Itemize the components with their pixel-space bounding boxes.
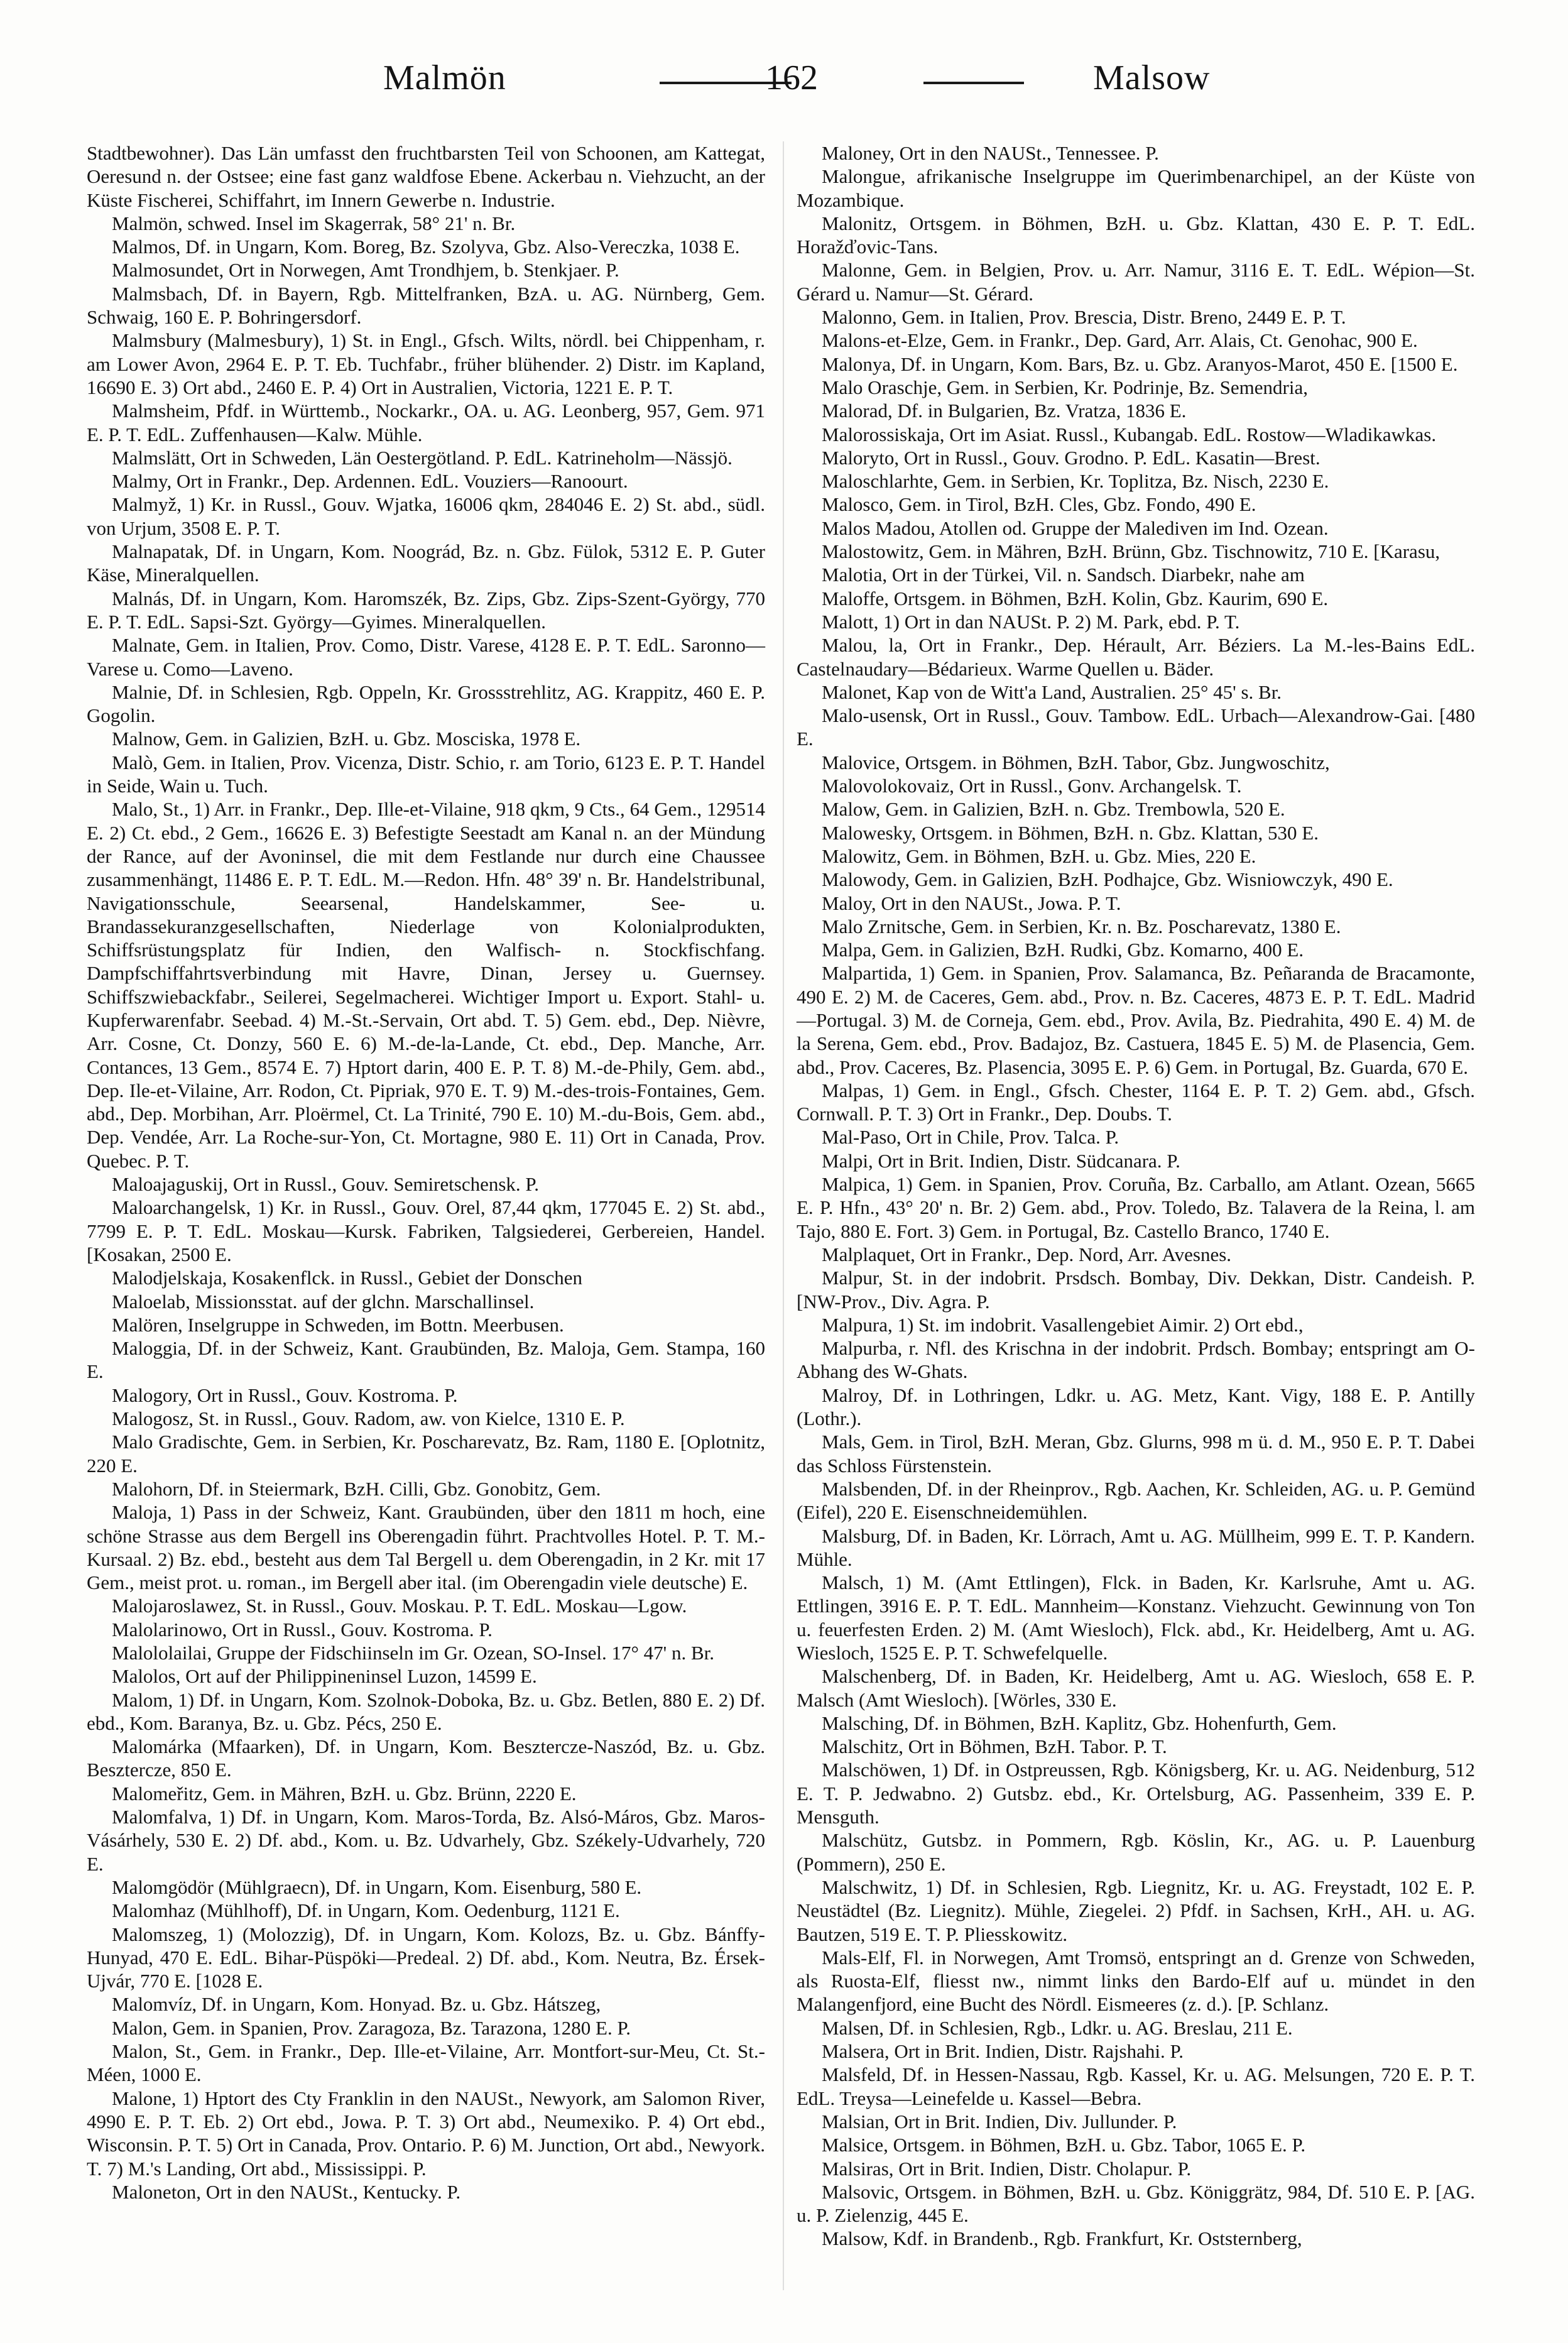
dictionary-entry: Maloggia, Df. in der Schweiz, Kant. Graubünden, Bz. Maloja, Gem. Stampa, 160 E. xyxy=(87,1337,765,1383)
dictionary-entry: Malsian, Ort in Brit. Indien, Div. Jullunder. P. xyxy=(822,2110,1177,2133)
dictionary-entry: Malos Madou, Atollen od. Gruppe der Malediven im Ind. Ozean. xyxy=(822,516,1329,539)
dictionary-entry: Malpas, 1) Gem. in Engl., Gfsch. Chester, 1164 E. P. T. 2) Gem. abd., Gfsch. Cornwall. P. T. 3) Ort in Frankr., Dep. Doubs. T. xyxy=(797,1079,1475,1125)
dictionary-entry: Malodjelskaja, Kosakenflck. in Russl., Gebiet der Donschen xyxy=(112,1267,582,1289)
dictionary-entry: Malsching, Df. in Böhmen, BzH. Kaplitz, Gbz. Hohenfurth, Gem. xyxy=(822,1712,1337,1734)
dictionary-entry: Malnow, Gem. in Galizien, BzH. u. Gbz. Mosciska, 1978 E. xyxy=(112,728,581,750)
dictionary-entry: Malnie, Df. in Schlesien, Rgb. Oppeln, Kr. Grossstrehlitz, AG. Krappitz, 460 E. P. Gogolin. xyxy=(87,680,765,727)
dictionary-entry: Malo Zrnitsche, Gem. in Serbien, Kr. n. Bz. Poscharevatz, 1380 E. xyxy=(822,915,1341,937)
dictionary-entry: Malpurba, r. Nfl. des Krischna in der indobrit. Prdsch. Bombay; entspringt am O-Abhang des W-Ghats. xyxy=(797,1337,1475,1383)
dictionary-entry: Malogory, Ort in Russl., Gouv. Kostroma. P. xyxy=(112,1384,458,1406)
dictionary-entry: Malon, St., Gem. in Frankr., Dep. Ille-et-Vilaine, Arr. Montfort-sur-Meu, Ct. St.-Méen, 1000 E. xyxy=(87,2040,765,2086)
dictionary-entry: Maloy, Ort in den NAUSt., Jowa. P. T. xyxy=(822,892,1121,914)
dictionary-entry: Malpur, St. in der indobrit. Prsdsch. Bombay, Div. Dekkan, Distr. Candeish. P. [NW-Prov., Div. Agra. P. xyxy=(797,1267,1475,1313)
dictionary-entry: Malovolokovaiz, Ort in Russl., Gonv. Archangelsk. T. xyxy=(822,775,1242,797)
dictionary-entry: Malören, Inselgruppe in Schweden, im Bottn. Meerbusen. xyxy=(112,1313,564,1336)
dictionary-entry: Malonne, Gem. in Belgien, Prov. u. Arr. Namur, 3116 E. T. EdL. Wépion—St. Gérard u. Namur—St. Gérard. xyxy=(797,259,1475,305)
dictionary-entry: Malomhaz (Mühlhoff), Df. in Ungarn, Kom. Oedenburg, 1121 E. xyxy=(112,1899,620,1922)
dictionary-entry: Malsovic, Ortsgem. in Böhmen, BzH. u. Gbz. Königgrätz, 984, Df. 510 E. P. [AG. u. P. Zielenzig, 445 E. xyxy=(797,2180,1475,2227)
dictionary-entry: Maloschlarhte, Gem. in Serbien, Kr. Toplitza, Bz. Nisch, 2230 E. xyxy=(822,470,1329,493)
dictionary-entry: Maloryto, Ort in Russl., Gouv. Grodno. P. EdL. Kasatin—Brest. xyxy=(822,446,1320,469)
dictionary-entry: Malo Gradischte, Gem. in Serbien, Kr. Poscharevatz, Bz. Ram, 1180 E. [Oplotnitz, 220 E. xyxy=(87,1431,765,1477)
dictionary-entry: Malschütz, Gutsbz. in Pommern, Rgb. Köslin, Kr., AG. u. P. Lauenburg (Pommern), 250 E. xyxy=(797,1829,1475,1875)
dictionary-entry: Mals, Gem. in Tirol, BzH. Meran, Gbz. Glurns, 998 m ü. d. M., 950 E. P. T. Dabei das Schloss Fürstenstein. xyxy=(797,1431,1475,1477)
dictionary-entry: Maloja, 1) Pass in der Schweiz, Kant. Graubünden, über den 1811 m hoch, eine schöne Strasse aus dem Bergell ins Oberengadin führt. Prachtvolles Hotel. P. T. M.-Kursaal. 2) Bz. ebd., besteht aus dem Tal Bergell u. dem Oberengadin, in 2 Kr. mit 17 Gem., meist prot. u. roman., im Bergell aber ital. (im Oberengadin viele deutsche) E. xyxy=(87,1501,765,1594)
dictionary-entry: Malow, Gem. in Galizien, BzH. n. Gbz. Trembowla, 520 E. xyxy=(822,798,1285,821)
dictionary-entry: Malomárka (Mfaarken), Df. in Ungarn, Kom. Besztercze-Naszód, Bz. u. Gbz. Besztercze, 850 E. xyxy=(87,1735,765,1781)
dictionary-entry: Malomvíz, Df. in Ungarn, Kom. Honyad. Bz. u. Gbz. Hátszeg, xyxy=(112,1993,601,2016)
dictionary-entry: Malmosundet, Ort in Norwegen, Amt Trondhjem, b. Stenkjaer. P. xyxy=(112,259,619,281)
dictionary-entry: Maloarchangelsk, 1) Kr. in Russl., Gouv. Orel, 87,44 qkm, 177045 E. 2) St. abd., 7799 E. P. T. EdL. Moskau—Kursk. Fabriken, Talgsiederei, Gerbereien, Handel. [Kosakan, 2500 E. xyxy=(87,1196,765,1265)
dictionary-entry: Malnate, Gem. in Italien, Prov. Como, Distr. Varese, 4128 E. P. T. EdL. Saronno—Varese u. Como—Laveno. xyxy=(87,634,765,680)
dictionary-entry: Malone, 1) Hptort des Cty Franklin in den NAUSt., Newyork, am Salomon River, 4990 E. P. T. Eb. 2) Ort ebd., Jowa. P. T. 3) Ort abd., Neumexiko. P. 4) Ort ebd., Wisconsin. P. T. 5) Ort in Canada, Prov. Ontario. P. 6) M. Junction, Ort abd., Newyork. T. 7) M.'s Landing, Ort abd., Mississippi. P. xyxy=(87,2087,765,2180)
dictionary-entry: Malsen, Df. in Schlesien, Rgb., Ldkr. u. AG. Breslau, 211 E. xyxy=(822,2016,1293,2039)
dictionary-entry: Malomeřitz, Gem. in Mähren, BzH. u. Gbz. Brünn, 2220 E. xyxy=(112,1782,577,1805)
dictionary-entry: Maloajaguskij, Ort in Russl., Gouv. Semiretschensk. P. xyxy=(112,1173,539,1196)
dictionary-entry: Malomszeg, 1) (Molozzig), Df. in Ungarn, Kom. Kolozs, Bz. u. Gbz. Bánffy-Hunyad, 470 E. EdL. Bihar-Püspöki—Predeal. 2) Df. abd., Kom. Neutra, Bz. Érsek-Ujvár, 770 E. [1028 E. xyxy=(87,1923,765,1992)
dictionary-entry: Malomfalva, 1) Df. in Ungarn, Kom. Maros-Torda, Bz. Alsó-Máros, Gbz. Maros-Vásárhely, 530 E. 2) Df. abd., Kom. u. Bz. Udvarhely, Gbz. Székely-Udvarhely, 720 E. xyxy=(87,1806,765,1875)
dictionary-entry: Malowesky, Ortsgem. in Böhmen, BzH. n. Gbz. Klattan, 530 E. xyxy=(822,821,1319,844)
dictionary-entry: Malonno, Gem. in Italien, Prov. Brescia, Distr. Breno, 2449 E. P. T. xyxy=(822,306,1346,329)
dictionary-entry: Malpica, 1) Gem. in Spanien, Prov. Coruña, Bz. Carballo, am Atlant. Ozean, 5665 E. P. Hfn., 43° 20' n. Br. 2) Gem. abd., Prov. Toledo, Bz. Talavera de la Reina, l. am Tajo, 880 E. Fort. 3) Gem. in Portugal, Bz. Castello Branco, 1740 E. xyxy=(797,1173,1475,1242)
page-number: 162 xyxy=(765,58,818,97)
dictionary-entry: Malorossiskaja, Ort im Asiat. Russl., Kubangab. EdL. Rostow—Wladikawkas. xyxy=(822,423,1437,445)
dictionary-entry: Malsfeld, Df. in Hessen-Nassau, Rgb. Kassel, Kr. u. AG. Melsungen, 720 E. P. T. EdL. Treysa—Leinefelde u. Kassel—Bebra. xyxy=(797,2063,1475,2109)
left-column xyxy=(87,141,765,2204)
dictionary-entry: Malotia, Ort in der Türkei, Vil. n. Sandsch. Diarbekr, nahe am xyxy=(822,564,1305,586)
dictionary-entry: Malschenberg, Df. in Baden, Kr. Heidelberg, Amt u. AG. Wiesloch, 658 E. P. Malsch (Amt Wiesloch). [Wörles, 330 E. xyxy=(797,1665,1475,1711)
dictionary-entry: Mal-Paso, Ort in Chile, Prov. Talca. P. xyxy=(822,1126,1119,1149)
dictionary-entry: Mals-Elf, Fl. in Norwegen, Amt Tromsö, entspringt an d. Grenze von Schweden, als Ruosta-Elf, fliesst nw., nimmt links den Bardo-Elf auf u. mündet in den Malangenfjord, eine Bucht des Nördl. Eismeeres (z. d.). [P. Schlanz. xyxy=(797,1946,1475,2016)
dictionary-entry: Malpura, 1) St. im indobrit. Vasallengebiet Aimir. 2) Ort ebd., xyxy=(822,1313,1304,1336)
dictionary-entry: Malplaquet, Ort in Frankr., Dep. Nord, Arr. Avesnes. xyxy=(822,1243,1232,1265)
dictionary-entry: Malohorn, Df. in Steiermark, BzH. Cilli, Gbz. Gonobitz, Gem. xyxy=(112,1477,601,1500)
dictionary-entry: Malon, Gem. in Spanien, Prov. Zaragoza, Bz. Tarazona, 1280 E. P. xyxy=(112,2016,631,2039)
dictionary-entry: Stadtbewohner). Das Län umfasst den fruchtbarsten Teil von Schoonen, am Kattegat, Oeresund n. der Ostsee; eine fast ganz waldfose Ebene. Ackerbau n. Viehzucht, an der Küste Fischerei, Schiffahrt, im Innern Gewerbe n. Industrie. xyxy=(87,142,765,211)
dictionary-entry: Malojaroslawez, St. in Russl., Gouv. Moskau. P. T. EdL. Moskau—Lgow. xyxy=(112,1595,687,1617)
dictionary-entry: Malololailai, Gruppe der Fidschiinseln im Gr. Ozean, SO-Insel. 17° 47' n. Br. xyxy=(112,1642,715,1664)
dictionary-entry: Malo-usensk, Ort in Russl., Gouv. Tambow. EdL. Urbach—Alexandrow-Gai. [480 E. xyxy=(797,704,1475,750)
dictionary-entry: Malongue, afrikanische Inselgruppe im Querimbenarchipel, an der Küste von Mozambique. xyxy=(797,165,1475,211)
dictionary-entry: Malsice, Ortsgem. in Böhmen, BzH. u. Gbz. Tabor, 1065 E. P. xyxy=(822,2134,1306,2156)
dictionary-entry: Malolarinowo, Ort in Russl., Gouv. Kostroma. P. xyxy=(112,1618,493,1641)
dictionary-entry: Malovice, Ortsgem. in Böhmen, BzH. Tabor, Gbz. Jungwoschitz, xyxy=(822,751,1330,773)
dictionary-entry: Malmy, Ort in Frankr., Dep. Ardennen. EdL. Vouziers—Ranoourt. xyxy=(112,470,628,493)
dictionary-entry: Malsera, Ort in Brit. Indien, Distr. Rajshahi. P. xyxy=(822,2040,1184,2063)
dictionary-entry: Malosco, Gem. in Tirol, BzH. Cles, Gbz. Fondo, 490 E. xyxy=(822,493,1256,516)
dictionary-entry: Malnás, Df. in Ungarn, Kom. Haromszék, Bz. Zips, Gbz. Zips-Szent-György, 770 E. P. T. EdL. Sapsi-Szt. György—Gyimes. Mineralquellen. xyxy=(87,587,765,633)
dictionary-entry: Malmsbury (Malmesbury), 1) St. in Engl., Gfsch. Wilts, nördl. bei Chippenham, r. am Lower Avon, 2964 E. P. T. Eb. Tuchfabr., früher blühender. 2) Distr. im Kapland, 16690 E. 3) Ort abd., 2460 E. P. 4) Ort in Australien, Victoria, 1221 E. P. T. xyxy=(87,329,765,398)
dictionary-entry: Malonitz, Ortsgem. in Böhmen, BzH. u. Gbz. Klattan, 430 E. P. T. EdL. Horažďovic-Tans. xyxy=(797,212,1475,258)
dictionary-entry: Malons-et-Elze, Gem. in Frankr., Dep. Gard, Arr. Alais, Ct. Genohac, 900 E. xyxy=(822,329,1418,352)
dictionary-entry: Malò, Gem. in Italien, Prov. Vicenza, Distr. Schio, r. am Torio, 6123 E. P. T. Handel in Seide, Wain u. Tuch. xyxy=(87,751,765,797)
dictionary-entry: Malpi, Ort in Brit. Indien, Distr. Südcanara. P. xyxy=(822,1149,1180,1172)
dictionary-entry: Malsiras, Ort in Brit. Indien, Distr. Cholapur. P. xyxy=(822,2157,1192,2180)
dictionary-entry: Malo, St., 1) Arr. in Frankr., Dep. Ille-et-Vilaine, 918 qkm, 9 Cts., 64 Gem., 129514 E. 2) Ct. ebd., 2 Gem., 16626 E. 3) Befestigte Seestadt am Kanal n. an der Mündung der Rance, auf der Avoninsel, die mit dem Festlande nur durch eine Chaussee zusammenhängt, 11486 E. P. T. EdL. M.—Redon. Hfn. 48° 39' n. Br. Handelstribunal, Navigationsschule, Seearsenal, Handelskammer, See- u. Brandassekuranzgesellschaften, Niederlage von Kolonialprodukten, Schiffsrüstungsplatz für Indien, den Walfisch- n. Stockfischfang. Dampfschiffahrtsverbindung mit Havre, Dinan, Jersey u. Guernsey. Schiffszwiebackfabr., Seilerei, Segelmacherei. Wichtiger Import u. Export. Stahl- u. Kupferwarenfabr. Seebad. 4) M.-St.-Servain, Ort abd. T. 5) Gem. ebd., Dep. Nièvre, Arr. Cosne, Ct. Donzy, 560 E. 6) M.-de-la-Lande, Ct. ebd., Dep. Manche, Arr. Contances, 13 Gem., 8574 E. 7) Hptort darin, 400 E. P. T. 8) M.-de-Phily, Gem. abd., Dep. Ile-et-Vilaine, Arr. Rodon, Ct. Pipriak, 970 E. T. 9) M.-des-trois-Fontaines, Gem. abd., Dep. Morbihan, Arr. Ploërmel, Ct. La Trinité, 790 E. 10) M.-du-Bois, Gem. abd., Dep. Vendée, Arr. La Roche-sur-Yon, Ct. Mortagne, 980 E. 11) Ort in Canada, Prov. Quebec. P. T. xyxy=(87,798,765,1172)
dictionary-entry: Maloffe, Ortsgem. in Böhmen, BzH. Kolin, Gbz. Kaurim, 690 E. xyxy=(822,587,1329,609)
dictionary-entry: Malmslätt, Ort in Schweden, Län Oestergötland. P. EdL. Katrineholm—Nässjö. xyxy=(112,446,732,469)
dictionary-entry: Malmsheim, Pfdf. in Württemb., Nockarkr., OA. u. AG. Leonberg, 957, Gem. 971 E. P. T. EdL. Zuffenhausen—Kalw. Mühle. xyxy=(87,400,765,445)
dictionary-entry: Malo Oraschje, Gem. in Serbien, Kr. Podrinje, Bz. Semendria, xyxy=(822,376,1308,398)
running-head xyxy=(88,58,1495,127)
header-right-word: Malsow xyxy=(1093,58,1211,97)
header-rule-right xyxy=(923,82,1024,84)
dictionary-entry: Malmsbach, Df. in Bayern, Rgb. Mittelfranken, BzA. u. AG. Nürnberg, Gem. Schwaig, 160 E. P. Bohringersdorf. xyxy=(87,282,765,329)
dictionary-entry: Malsow, Kdf. in Brandenb., Rgb. Frankfurt, Kr. Oststernberg, xyxy=(822,2227,1302,2250)
dictionary-entry: Malott, 1) Ort in dan NAUSt. P. 2) M. Park, ebd. P. T. xyxy=(822,610,1240,633)
dictionary-entry: Malroy, Df. in Lothringen, Ldkr. u. AG. Metz, Kant. Vigy, 188 E. P. Antilly (Lothr.). xyxy=(797,1384,1475,1430)
right-column xyxy=(797,141,1475,2251)
dictionary-entry: Malmos, Df. in Ungarn, Kom. Boreg, Bz. Szolyva, Gbz. Also-Vereczka, 1038 E. xyxy=(112,236,740,258)
dictionary-entry: Malpa, Gem. in Galizien, BzH. Rudki, Gbz. Komarno, 400 E. xyxy=(822,939,1304,961)
dictionary-entry: Malom, 1) Df. in Ungarn, Kom. Szolnok-Doboka, Bz. u. Gbz. Betlen, 880 E. 2) Df. ebd., Kom. Baranya, Bz. u. Gbz. Pécs, 250 E. xyxy=(87,1688,765,1734)
dictionary-entry: Malsburg, Df. in Baden, Kr. Lörrach, Amt u. AG. Müllheim, 999 E. T. P. Kandern. Mühle. xyxy=(797,1524,1475,1570)
dictionary-entry: Malou, la, Ort in Frankr., Dep. Hérault, Arr. Béziers. La M.-les-Bains EdL. Castelnaudary—Bédarieux. Warme Quellen u. Bäder. xyxy=(797,634,1475,680)
dictionary-entry: Malsch, 1) M. (Amt Ettlingen), Flck. in Baden, Kr. Karlsruhe, Amt u. AG. Ettlingen, 3916 E. P. T. EdL. Mannheim—Konstanz. Viehzucht. Gewinnung von Ton u. feuerfesten Erden. 2) M. (Amt Wiesloch), Flck. abd., Kr. Heidelberg, Amt u. AG. Wiesloch, 1525 E. P. T. Schwefelquelle. xyxy=(797,1571,1475,1664)
dictionary-entry: Malonya, Df. in Ungarn, Kom. Bars, Bz. u. Gbz. Aranyos-Marot, 450 E. [1500 E. xyxy=(822,352,1458,375)
dictionary-entry: Maloelab, Missionsstat. auf der glchn. Marschallinsel. xyxy=(112,1290,535,1313)
dictionary-entry: Malmyž, 1) Kr. in Russl., Gouv. Wjatka, 16006 qkm, 284046 E. 2) St. abd., südl. von Urjum, 3508 E. P. T. xyxy=(87,493,765,539)
dictionary-entry: Maloney, Ort in den NAUSt., Tennessee. P. xyxy=(822,142,1159,164)
dictionary-entry: Malsbenden, Df. in der Rheinprov., Rgb. Aachen, Kr. Schleiden, AG. u. P. Gemünd (Eifel), 220 E. Eisenschneidemühlen. xyxy=(797,1477,1475,1524)
dictionary-entry: Malnapatak, Df. in Ungarn, Kom. Noográd, Bz. n. Gbz. Fülok, 5312 E. P. Guter Käse, Mineralquellen. xyxy=(87,540,765,586)
dictionary-entry: Malorad, Df. in Bulgarien, Bz. Vratza, 1836 E. xyxy=(822,400,1187,422)
dictionary-entry: Malonet, Kap von de Witt'a Land, Australien. 25° 45' s. Br. xyxy=(822,680,1282,703)
dictionary-entry: Maloneton, Ort in den NAUSt., Kentucky. P. xyxy=(112,2180,461,2203)
dictionary-entry: Malostowitz, Gem. in Mähren, BzH. Brünn, Gbz. Tischnowitz, 710 E. [Karasu, xyxy=(822,540,1440,563)
dictionary-entry: Malschitz, Ort in Böhmen, BzH. Tabor. P. T. xyxy=(822,1735,1167,1758)
dictionary-entry: Malmön, schwed. Insel im Skagerrak, 58° 21' n. Br. xyxy=(112,212,516,234)
dictionary-entry: Malschöwen, 1) Df. in Ostpreussen, Rgb. Königsberg, Kr. u. AG. Neidenburg, 512 E. T. P. Jedwabno. 2) Gutsbz. ebd., Kr. Ortelsburg, AG. Passenheim, 339 E. P. Mensguth. xyxy=(797,1759,1475,1828)
dictionary-entry: Malschwitz, 1) Df. in Schlesien, Rgb. Liegnitz, Kr. u. AG. Freystadt, 102 E. P. Neustädtel (Bz. Liegnitz). Mühle, Ziegelei. 2) Pfdf. in Sachsen, KrH., AH. u. AG. Bautzen, 519 E. T. P. Pliesskowitz. xyxy=(797,1876,1475,1945)
dictionary-entry: Malogosz, St. in Russl., Gouv. Radom, aw. von Kielce, 1310 E. P. xyxy=(112,1407,625,1430)
dictionary-entry: Malowody, Gem. in Galizien, BzH. Podhajce, Gbz. Wisniowczyk, 490 E. xyxy=(822,868,1393,891)
column-divider xyxy=(783,141,784,2290)
header-left-word: Malmön xyxy=(383,58,506,97)
dictionary-entry: Malowitz, Gem. in Böhmen, BzH. u. Gbz. Mies, 220 E. xyxy=(822,844,1256,867)
dictionary-entry: Malomgödör (Mühlgraecn), Df. in Ungarn, Kom. Eisenburg, 580 E. xyxy=(112,1876,642,1898)
dictionary-entry: Malpartida, 1) Gem. in Spanien, Prov. Salamanca, Bz. Peñaranda de Bracamonte, 490 E. 2) M. de Caceres, Gem. abd., Prov. n. Bz. Caceres, 4873 E. P. T. EdL. Madrid—Portugal. 3) M. de Corneja, Gem. ebd., Prov. Avila, Bz. Piedrahita, 490 E. 4) M. de la Serena, Gem. ebd., Prov. Badajoz, Bz. Castuera, 1845 E. 5) M. de Plasencia, Gem. abd., Prov. Caceres, Bz. Plasencia, 3095 E. P. 6) Gem. in Portugal, Bz. Guarda, 670 E. xyxy=(797,962,1475,1078)
dictionary-entry: Malolos, Ort auf der Philippineninsel Luzon, 14599 E. xyxy=(112,1665,537,1688)
